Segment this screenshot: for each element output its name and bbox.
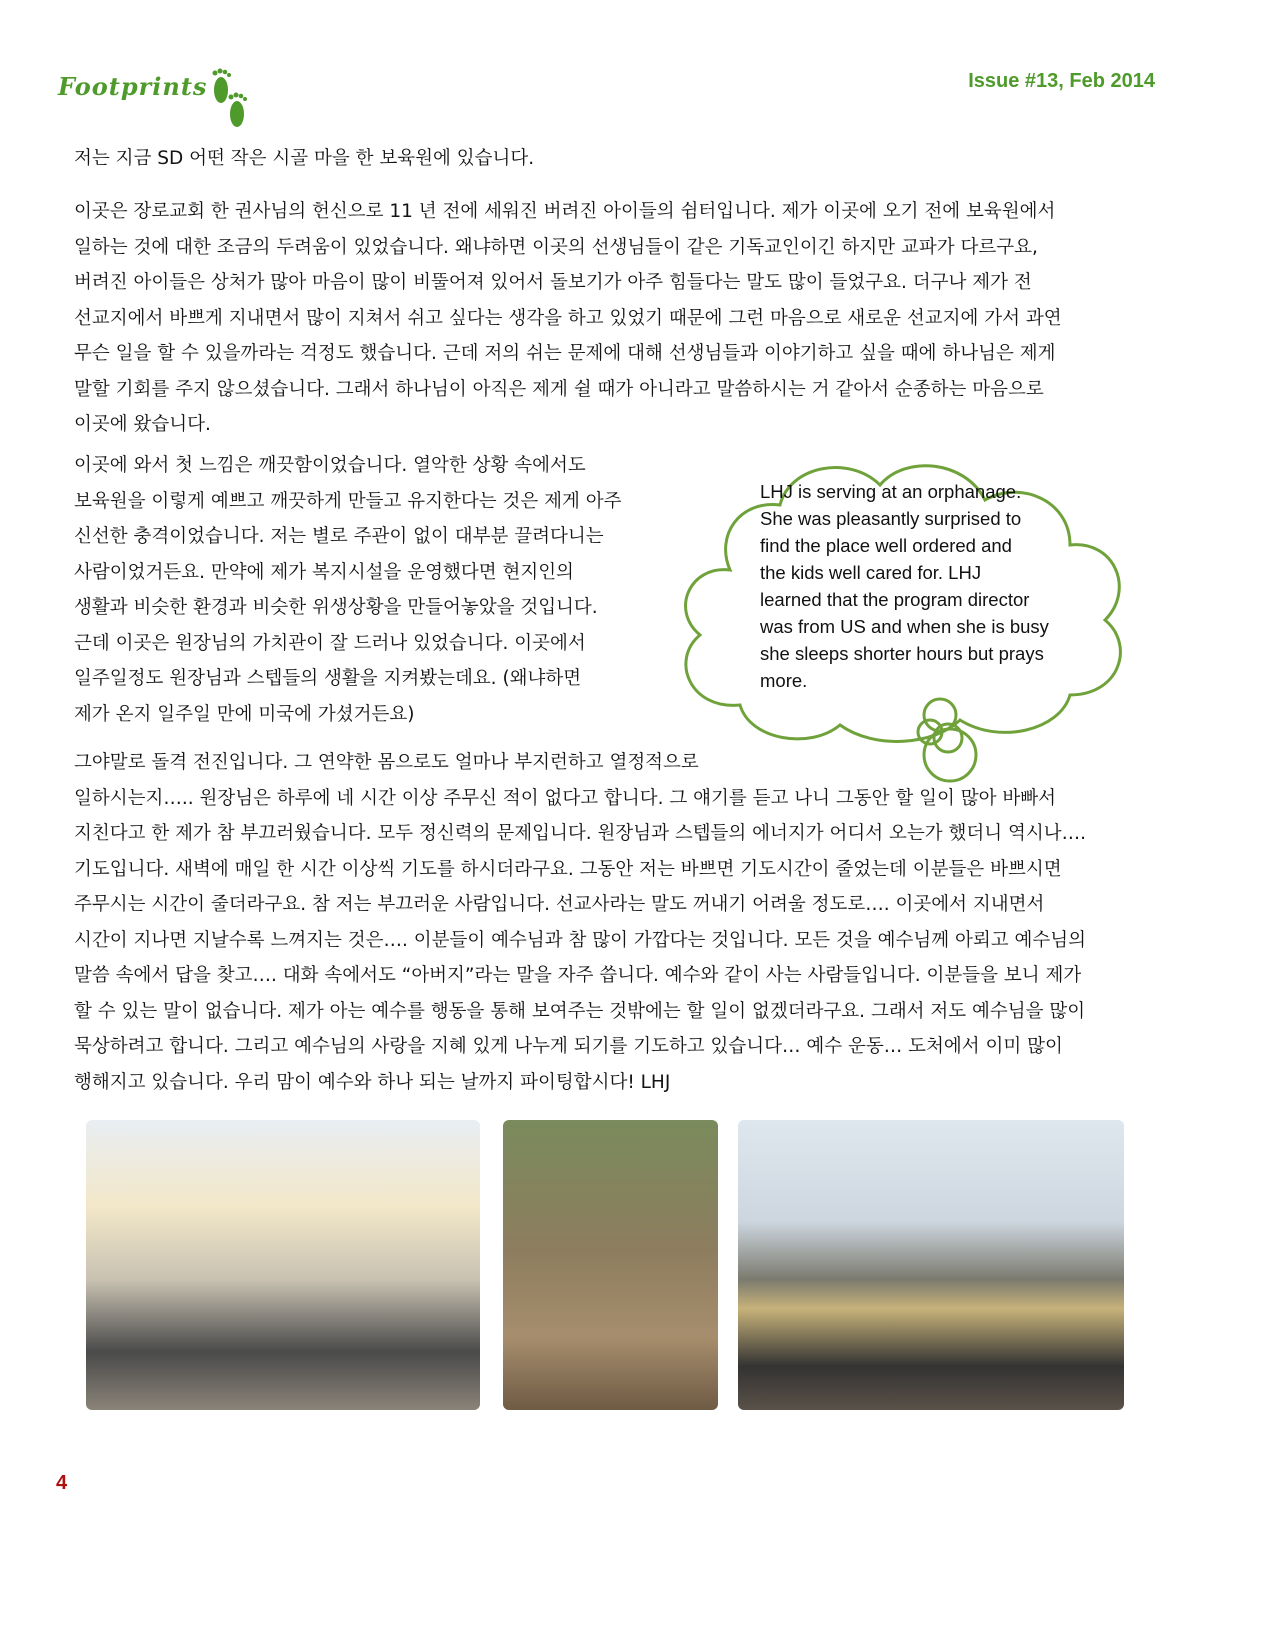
article-paragraph-4: 그야말로 돌격 전진입니다. 그 연약한 몸으로도 얼마나 부지런하고 열정적으로 일하시는지….. 원장님은 하루에 네 시간 이상 주무신 적이 없다고 합니다. 그 얘기를 듣고 나니 그동안 할 일이 많아 바빠서 지친다고 한 제가 참 부끄러웠습니다. 모두 정신력의 문제입니다. 원장님과 스텝들의 에너지가 어디서 오는가 했더니 역시나…. 기도입니다. 새벽에 매일 한 시간 이상씩 기도를 하시더라구요. 그동안 저는 바쁘면 기도시간이 줄었는데 이분들은 바쁘시면 주무시는 시간이 줄더라구요. 참 저는 부끄러운 사람입니다. 선교사라는 말도 꺼내기 어려울 정도로…. 이곳에서 지내면서 시간이 지나면 지날수록 느껴지는 것은…. 이분들이 예수님과 참 많이 가깝다는 것입니다. 모든 것을 예수님께 아뢰고 예수님의 말씀 속에서 답을 찾고…. 대화 속에서도 “아버지”라는 말을 자주 씁니다. 예수와 같이 사는 사람들입니다. 이분들을 보니 제가 할 수 있는 말이 없습니다. 제가 아는 예수를 행동을 통해 보여주는 것밖에는 할 일이 없겠더라구요. 그래서 저도 예수님을 많이 묵상하려고 합니다. 그리고 예수님의 사랑을 지혜 있게 나누게 되기를 기도하고 있습니다… 예수 운동… 도처에서 이미 많이 행해지고 있습니다. 우리 맘이 예수와 하나 되는 날까지 파이팅합시다! LHJ: [74, 752, 1087, 1093]
footprints-logo: [58, 64, 268, 144]
article-paragraph-1: 저는 지금 SD 어떤 작은 시골 마을 한 보육원에 있습니다.: [74, 148, 535, 169]
issue-date: Issue #13, Feb 2014: [968, 70, 1155, 92]
callout-text: LHJ is serving at an orphanage. She was pleasantly surprised to find the place well ordered and the kids well cared for. LHJ learned that the program director was from US and when she is busy she sleeps shorter hours but prays more.: [760, 481, 1049, 691]
logo-text: Footprints: [58, 72, 208, 101]
photo-child-with-book: [503, 1120, 718, 1410]
page-number: 4: [56, 1472, 68, 1494]
article-paragraph-2: 이곳은 장로교회 한 권사님의 헌신으로 11 년 전에 세워진 버려진 아이들의 쉼터입니다. 제가 이곳에 오기 전에 보육원에서 일하는 것에 대한 조금의 두려움이 있었습니다. 왜냐하면 이곳의 선생님들이 같은 기독교인이긴 하지만 교파가 다르구요, 버려진 아이들은 상처가 많아 마음이 많이 비뚤어져 있어서 돌보기가 아주 힘들다는 말도 많이 들었구요. 더구나 제가 전 선교지에서 바쁘게 지내면서 많이 지쳐서 쉬고 싶다는 생각을 하고 있었기 때문에 그런 마음으로 새로운 선교지에 가서 과연 무슨 일을 할 수 있을까라는 걱정도 했습니다. 근데 저의 쉬는 문제에 대해 선생님들과 이야기하고 싶을 때에 하나님은 제게 말할 기회를 주지 않으셨습니다. 그래서 하나님이 아직은 제게 쉴 때가 아니라고 말씀하시는 거 같아서 순종하는 마음으로 이곳에 왔습니다.: [74, 201, 1062, 435]
footprints-icon: [208, 64, 252, 134]
photo-group-by-water: [738, 1120, 1124, 1410]
photo-children-on-bike: [86, 1120, 480, 1410]
article-paragraph-3: 이곳에 와서 첫 느낌은 깨끗함이었습니다. 열악한 상황 속에서도 보육원을 이렇게 예쁘고 깨끗하게 만들고 유지한다는 것은 제게 아주 신선한 충격이었습니다. 저는 별로 주관이 없이 대부분 끌려다니는 사람이었거든요. 만약에 제가 복지시설을 운영했다면 현지인의 생활과 비슷한 환경과 비슷한 위생상황을 만들어놓았을 것입니다. 근데 이곳은 원장님의 가치관이 잘 드러나 있었습니다. 이곳에서 일주일정도 원장님과 스텝들의 생활을 지켜봤는데요. (왜냐하면 제가 온지 일주일 만에 미국에 가셨거든요): [74, 455, 622, 725]
